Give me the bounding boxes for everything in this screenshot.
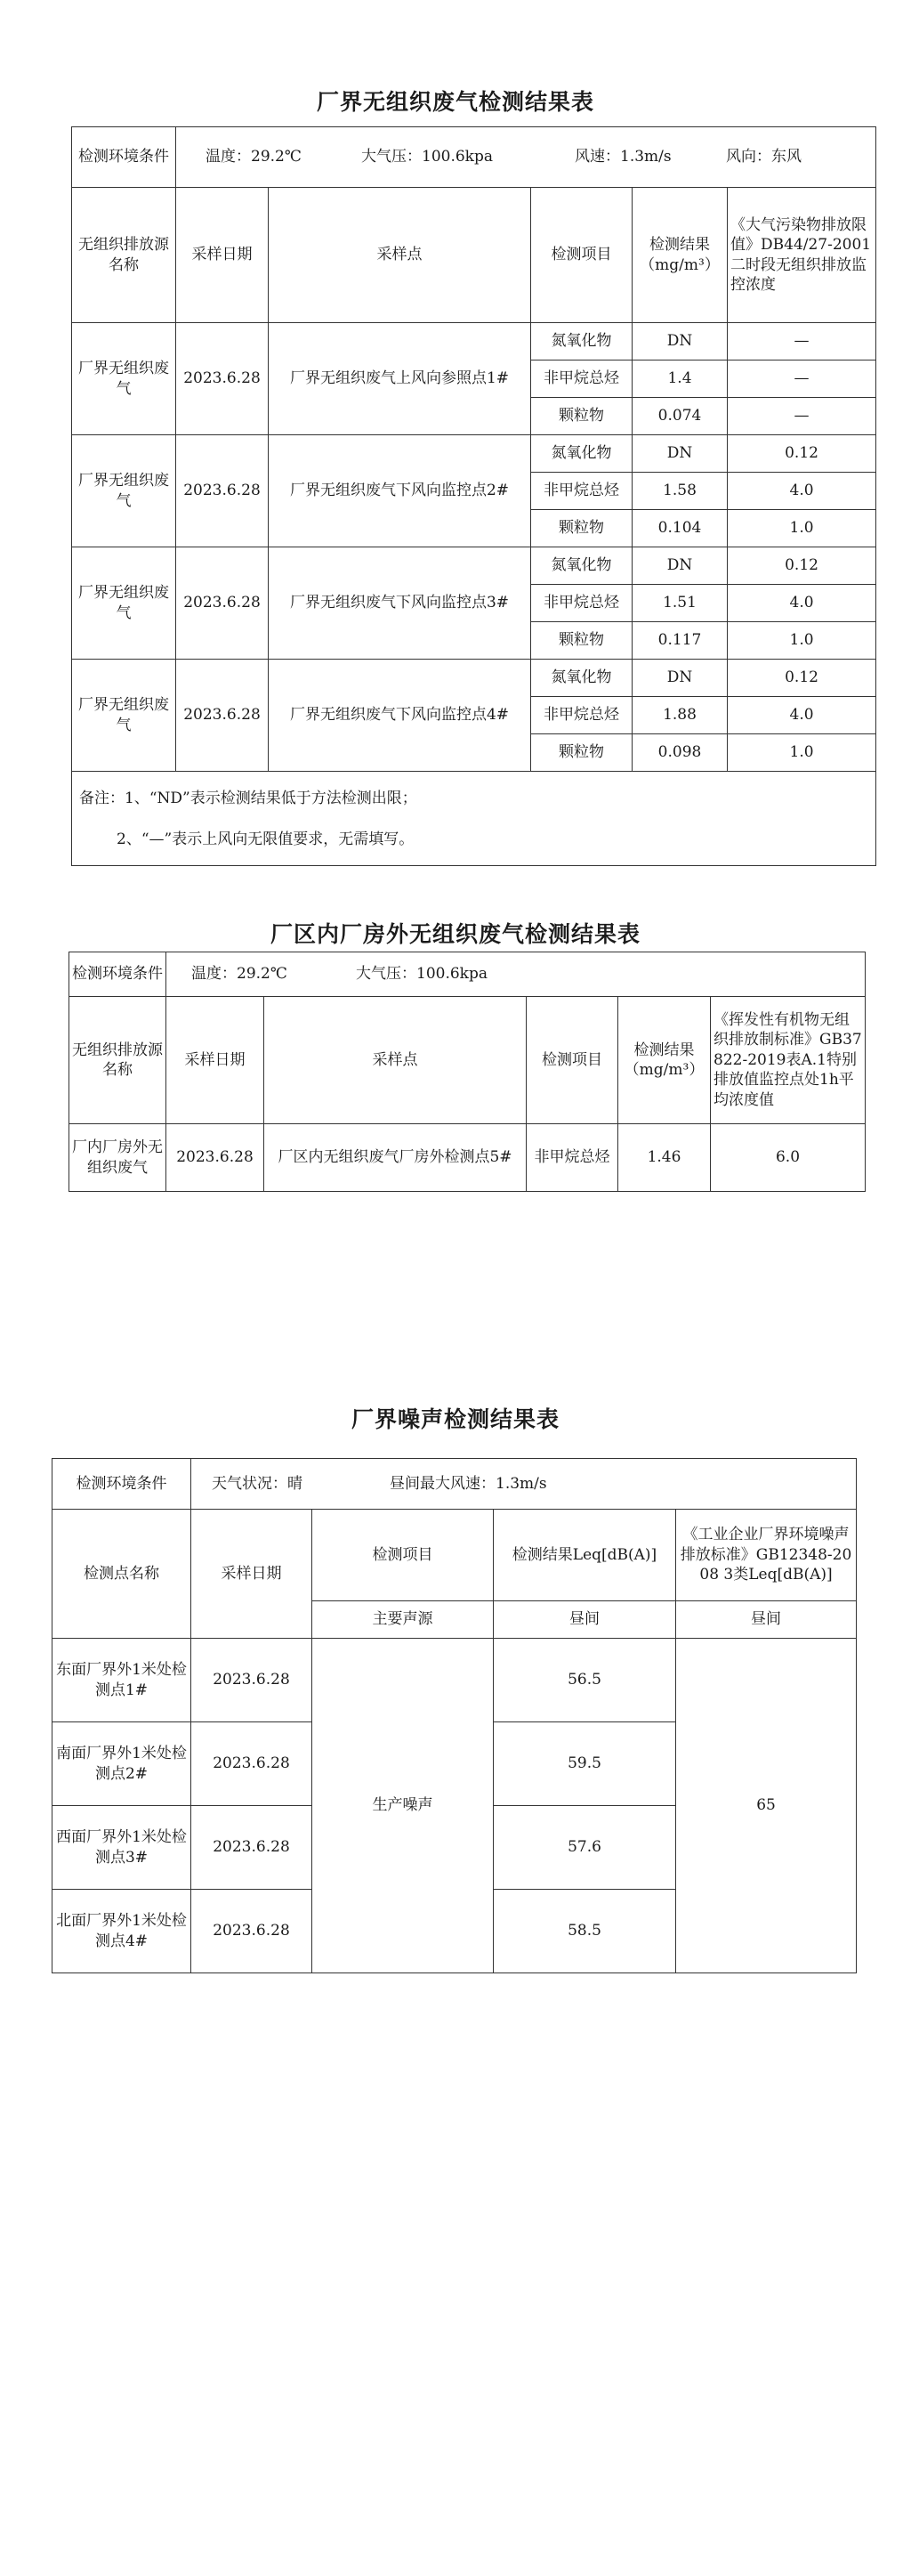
header-item: 检测项目 [527, 997, 618, 1124]
note-2: 2、“—”表示上风向无限值要求，无需填写。 [117, 830, 415, 848]
cell-item: 颗粒物 [531, 510, 633, 547]
cell-point: 厂界无组织废气下风向监控点4# [269, 660, 531, 772]
cell-result: DN [633, 435, 728, 473]
cell-point: 厂界无组织废气下风向监控点3# [269, 547, 531, 660]
cell-date: 2023.6.28 [176, 660, 269, 772]
env-pressure: 大气压：100.6kpa [361, 148, 493, 166]
cell-point: 南面厂界外1米处检测点2# [52, 1722, 191, 1806]
header-limit: 《大气污染物排放限值》DB44/27-2001二时段无组织排放监控浓度 [728, 188, 876, 323]
cell-source: 生产噪声 [312, 1639, 494, 1973]
title-noise: 厂界噪声检测结果表 [351, 1406, 560, 1432]
cell-limit: 4.0 [728, 697, 876, 734]
cell-limit: — [728, 323, 876, 360]
table-row [72, 323, 876, 360]
cell-limit: 0.12 [728, 660, 876, 697]
env-temp: 温度：29.2℃ [191, 965, 287, 984]
cell-date: 2023.6.28 [191, 1639, 312, 1722]
note-1: 备注：1、“ND”表示检测结果低于方法检测出限； [79, 789, 417, 807]
cell-limit: 1.0 [728, 622, 876, 660]
table-indoor-exhaust [69, 952, 866, 1192]
cell-limit: 6.0 [711, 1124, 866, 1192]
cell-item: 非甲烷总烃 [531, 473, 633, 510]
cell-result: DN [633, 323, 728, 360]
cell-source: 厂界无组织废气 [72, 323, 176, 435]
cell-result: 1.58 [633, 473, 728, 510]
header-source-sub: 主要声源 [312, 1601, 494, 1639]
cell-source: 厂界无组织废气 [72, 435, 176, 547]
cell-item: 颗粒物 [531, 734, 633, 772]
cell-result: DN [633, 660, 728, 697]
cell-result: 59.5 [494, 1722, 676, 1806]
header-limit: 《工业企业厂界环境噪声排放标准》GB12348-2008 3类Leq[dB(A)] [676, 1510, 857, 1601]
cell-date: 2023.6.28 [176, 323, 269, 435]
header-point: 采样点 [264, 997, 527, 1124]
cell-result: 1.46 [618, 1124, 711, 1192]
cell-point: 厂界无组织废气下风向监控点2# [269, 435, 531, 547]
env-conditions [191, 1459, 857, 1510]
cell-date: 2023.6.28 [191, 1806, 312, 1890]
cell-limit: 4.0 [728, 473, 876, 510]
header-point: 检测点名称 [52, 1510, 191, 1639]
table-row [69, 1124, 866, 1192]
env-wind-dir: 风向：东风 [726, 148, 802, 166]
cell-item: 颗粒物 [531, 622, 633, 660]
cell-limit: 1.0 [728, 510, 876, 547]
cell-date: 2023.6.28 [166, 1124, 264, 1192]
cell-result: DN [633, 547, 728, 585]
cell-limit: 0.12 [728, 547, 876, 585]
cell-point: 东面厂界外1米处检测点1# [52, 1639, 191, 1722]
cell-item: 非甲烷总烃 [531, 360, 633, 398]
cell-date: 2023.6.28 [176, 435, 269, 547]
header-date: 采样日期 [166, 997, 264, 1124]
env-pressure: 大气压：100.6kpa [356, 965, 488, 984]
cell-result: 57.6 [494, 1806, 676, 1890]
env-weather: 天气状况：晴 [212, 1474, 302, 1493]
cell-point: 厂界无组织废气上风向参照点1# [269, 323, 531, 435]
env-conditions [166, 952, 866, 997]
cell-item: 非甲烷总烃 [527, 1124, 618, 1192]
cell-limit: 1.0 [728, 734, 876, 772]
cell-result: 56.5 [494, 1639, 676, 1722]
header-result: 检测结果（mg/m³） [618, 997, 711, 1124]
cell-point: 西面厂界外1米处检测点3# [52, 1806, 191, 1890]
cell-limit: — [728, 398, 876, 435]
table-row [52, 1639, 857, 1722]
table-row [72, 435, 876, 473]
cell-result: 1.4 [633, 360, 728, 398]
cell-item: 氮氧化物 [531, 547, 633, 585]
env-label: 检测环境条件 [69, 952, 166, 997]
cell-result: 1.88 [633, 697, 728, 734]
table-row [72, 660, 876, 697]
env-wind: 昼间最大风速：1.3m/s [390, 1474, 547, 1493]
cell-item: 氮氧化物 [531, 660, 633, 697]
cell-result: 0.117 [633, 622, 728, 660]
cell-item: 非甲烷总烃 [531, 697, 633, 734]
cell-item: 非甲烷总烃 [531, 585, 633, 622]
cell-date: 2023.6.28 [191, 1722, 312, 1806]
table-row [72, 547, 876, 585]
env-label: 检测环境条件 [72, 127, 176, 188]
table-noise [52, 1458, 857, 1973]
header-item: 检测项目 [531, 188, 633, 323]
cell-result: 58.5 [494, 1890, 676, 1973]
env-label: 检测环境条件 [52, 1459, 191, 1510]
cell-date: 2023.6.28 [176, 547, 269, 660]
title-boundary-exhaust: 厂界无组织废气检测结果表 [316, 89, 594, 115]
notes [72, 772, 876, 866]
cell-point: 北面厂界外1米处检测点4# [52, 1890, 191, 1973]
cell-limit: — [728, 360, 876, 398]
header-result: 检测结果Leq[dB(A)] [494, 1510, 676, 1601]
cell-limit: 65 [676, 1639, 857, 1973]
header-limit: 《挥发性有机物无组织排放制标准》GB37822-2019表A.1特别排放值监控点处1h平均浓度值 [711, 997, 866, 1124]
header-source: 无组织排放源名称 [72, 188, 176, 323]
cell-limit: 4.0 [728, 585, 876, 622]
header-date: 采样日期 [176, 188, 269, 323]
header-item: 检测项目 [312, 1510, 494, 1601]
cell-limit: 0.12 [728, 435, 876, 473]
header-result: 检测结果（mg/m³） [633, 188, 728, 323]
cell-result: 0.098 [633, 734, 728, 772]
env-temp: 温度：29.2℃ [206, 148, 302, 166]
cell-source: 厂内厂房外无组织废气 [69, 1124, 166, 1192]
title-indoor-exhaust: 厂区内厂房外无组织废气检测结果表 [270, 921, 641, 947]
cell-item: 颗粒物 [531, 398, 633, 435]
env-wind-speed: 风速：1.3m/s [575, 148, 672, 166]
table-boundary-exhaust [71, 126, 876, 866]
header-limit-sub: 昼间 [676, 1601, 857, 1639]
cell-result: 0.104 [633, 510, 728, 547]
cell-source: 厂界无组织废气 [72, 660, 176, 772]
env-conditions [176, 127, 876, 188]
cell-result: 0.074 [633, 398, 728, 435]
cell-result: 1.51 [633, 585, 728, 622]
header-point: 采样点 [269, 188, 531, 323]
cell-source: 厂界无组织废气 [72, 547, 176, 660]
header-date: 采样日期 [191, 1510, 312, 1639]
header-result-sub: 昼间 [494, 1601, 676, 1639]
cell-item: 氮氧化物 [531, 323, 633, 360]
header-source: 无组织排放源名称 [69, 997, 166, 1124]
cell-point: 厂区内无组织废气厂房外检测点5# [264, 1124, 527, 1192]
cell-date: 2023.6.28 [191, 1890, 312, 1973]
cell-item: 氮氧化物 [531, 435, 633, 473]
